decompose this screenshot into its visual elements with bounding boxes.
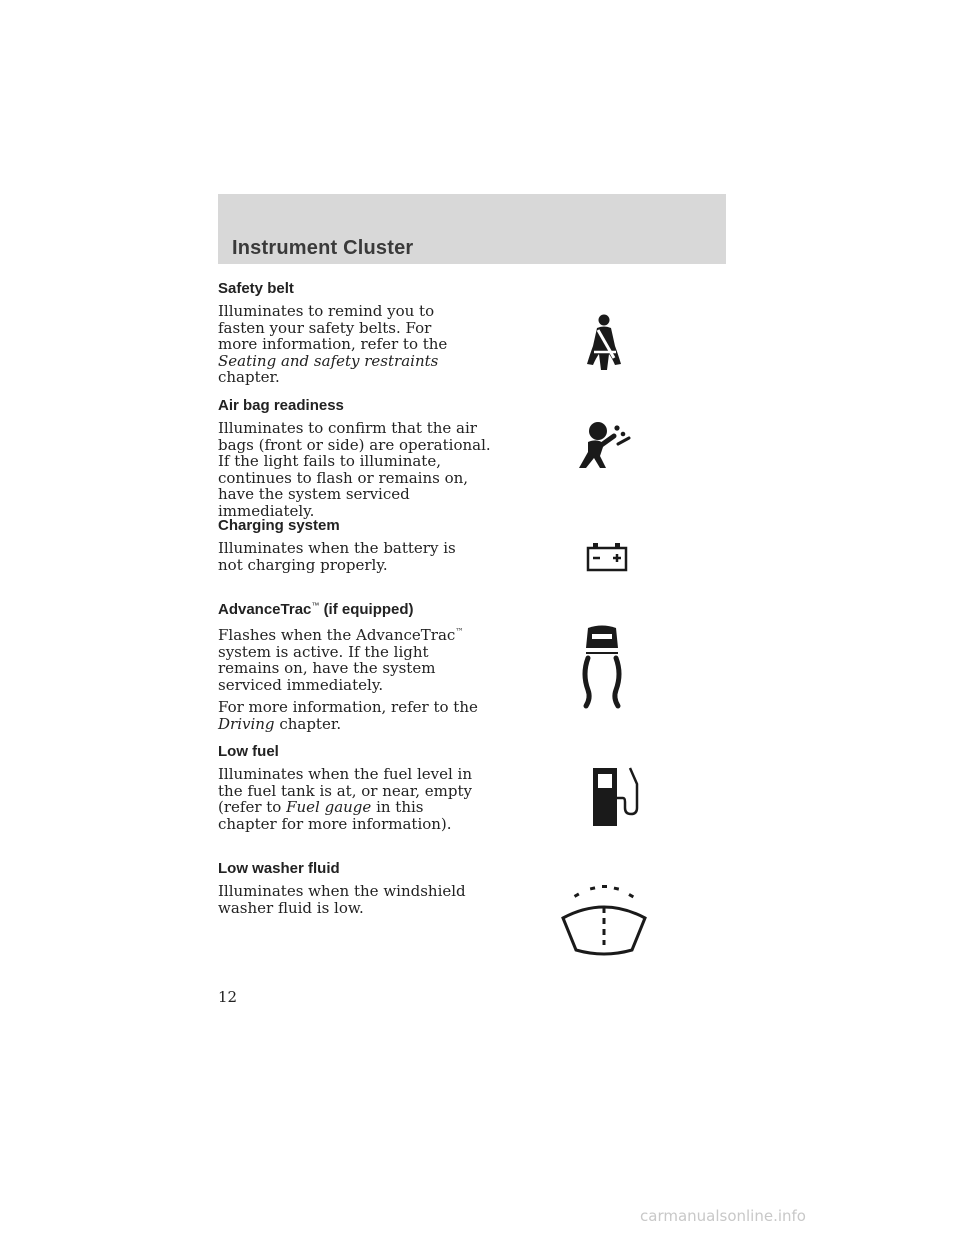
air-bag-text: Illuminates to confirm that the air bags (front or side) are operational. If the light fails to illuminate, continues to flash or remains on, have the system serviced immediately. (218, 419, 491, 520)
safety-belt-heading: Safety belt (218, 280, 294, 297)
low-fuel-text-b: in this chapter for more information). (218, 798, 452, 833)
page-title: Instrument Cluster (232, 237, 414, 259)
seat-belt-icon (580, 312, 628, 374)
driving-chapter-ref: Driving (218, 714, 275, 733)
fuel-gauge-ref: Fuel gauge (286, 798, 372, 816)
advancetrac-text-a: Flashes when the AdvanceTrac (218, 626, 456, 644)
fuel-pump-icon (590, 766, 644, 830)
advancetrac-heading-a: AdvanceTrac (218, 601, 312, 618)
page-number: 12 (218, 988, 238, 1006)
charging-text: Illuminates when the battery is not charging properly. (218, 539, 456, 574)
advancetrac-text (218, 624, 478, 732)
advancetrac-icon (578, 624, 628, 710)
safety-belt-text (218, 303, 468, 386)
trademark-mark-2: ™ (455, 627, 464, 636)
header-band (218, 194, 726, 264)
low-fuel-text (218, 766, 478, 832)
trademark-mark: ™ (311, 601, 320, 610)
low-fuel-text-a: Illuminates when the fuel level in the fuel tank is at, or near, empty (refer to (218, 765, 473, 816)
advancetrac-text2-b: chapter. (279, 714, 342, 733)
washer-text: Illuminates when the windshield washer fluid is low. (218, 882, 466, 917)
low-fuel-heading: Low fuel (218, 743, 279, 760)
washer-heading: Low washer fluid (218, 860, 340, 877)
seating-chapter-ref: Seating and safety restraints (218, 351, 439, 370)
charging-heading: Charging system (218, 517, 340, 534)
washer-fluid-icon (560, 884, 648, 956)
air-bag-heading: Air bag readiness (218, 397, 344, 414)
advancetrac-heading-b: (if equipped) (323, 601, 414, 618)
advancetrac-heading (218, 601, 414, 618)
advancetrac-text-b: system is active. If the light remains on, have the system serviced immediately. (218, 642, 436, 694)
safety-belt-text-b: chapter. (218, 368, 280, 386)
advancetrac-text2-a: For more information, refer to the (218, 698, 478, 716)
air-bag-icon (576, 420, 632, 470)
watermark-url: carmanualsonline.info (640, 1207, 806, 1225)
safety-belt-text-a: Illuminates to remind you to fasten your safety belts. For more information, refer to the (218, 302, 448, 353)
battery-icon (586, 542, 628, 572)
